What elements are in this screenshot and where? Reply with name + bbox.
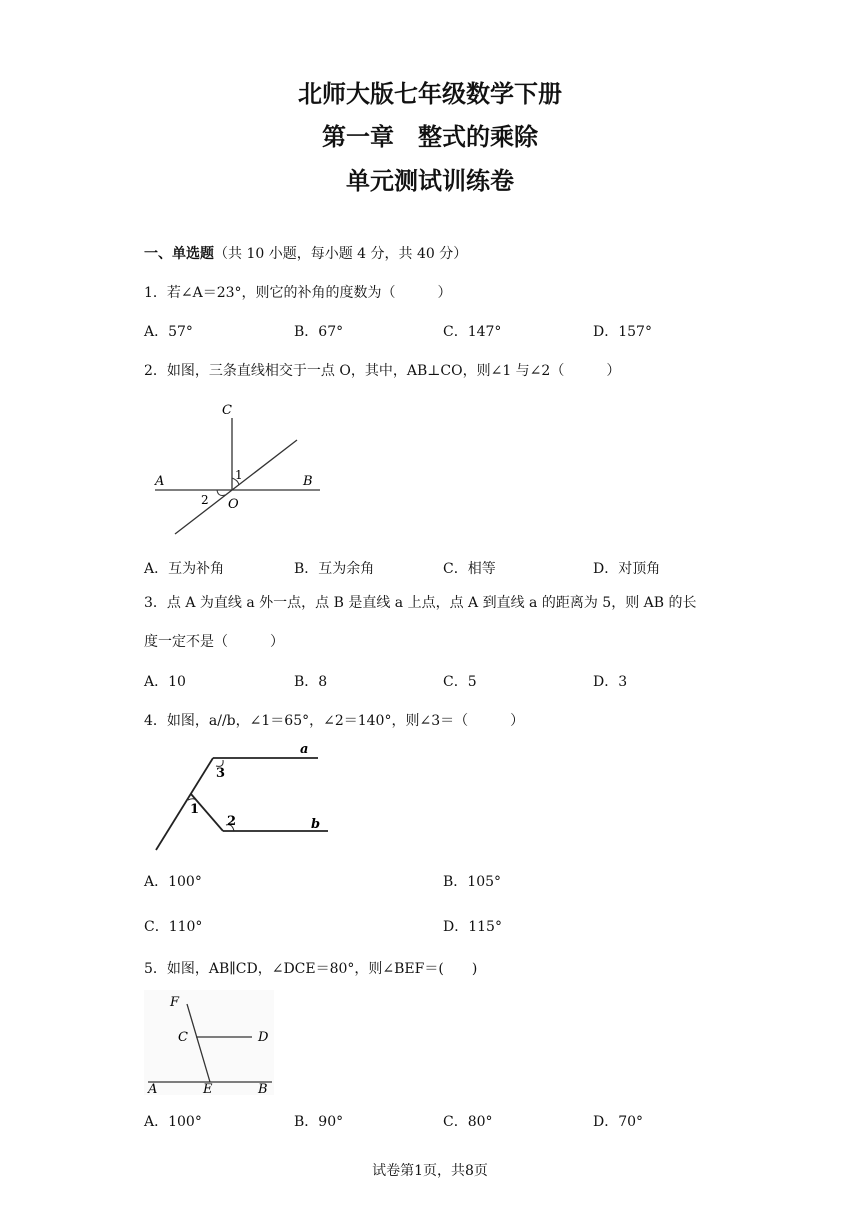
q1-option-c[interactable]: C．147° [443,324,502,340]
label-angle-1: 1 [235,468,243,482]
label-angle-2: 2 [227,814,237,829]
q3-option-c[interactable]: C．5 [443,674,477,690]
label-b: B [258,1082,268,1095]
q4-option-d[interactable]: D．115° [443,919,502,935]
q5-option-a[interactable]: A．100° [144,1114,202,1130]
q2-figure [145,398,330,543]
label-c: C [222,403,232,418]
question-2-stem: 2．如图，三条直线相交于一点 O，其中，AB⊥CO，则∠1 与∠2（ ） [144,363,621,379]
q3-option-b[interactable]: B．8 [294,674,328,690]
section-heading [144,243,467,263]
q2-option-d[interactable]: D．对顶角 [593,561,661,577]
q5-option-c[interactable]: C．80° [443,1114,493,1130]
angle-2-arc [217,490,225,495]
page-footer: 试卷第1页，共8页 [372,1163,488,1179]
oblique-line [175,440,297,534]
label-angle-2: 2 [201,493,209,507]
transversal-line [156,758,213,850]
q5-option-b[interactable]: B．90° [294,1114,344,1130]
q2-option-b[interactable]: B．互为余角 [294,561,375,577]
label-b: B [303,474,313,489]
q1-option-b[interactable]: B．67° [294,324,344,340]
label-a: a [300,742,309,757]
label-f: F [170,995,180,1010]
question-5-stem: 5．如图，AB∥CD，∠DCE＝80°，则∠BEF＝( ) [144,961,478,977]
question-1-stem: 1．若∠A＝23°，则它的补角的度数为（ ） [144,285,452,301]
section-title: 一、单选题 [144,246,214,262]
q4-option-a[interactable]: A．100° [144,874,202,890]
label-a: A [148,1082,158,1095]
q5-option-d[interactable]: D．70° [593,1114,644,1130]
question-4-stem: 4．如图，a//b，∠1＝65°，∠2＝140°，则∠3＝（ ） [144,713,525,729]
label-b: b [311,817,321,832]
q1-option-a[interactable]: A．57° [144,324,193,340]
q5-figure [144,990,274,1095]
label-d: D [258,1030,269,1045]
question-3-stem-line-2: 度一定不是（ ） [144,634,284,650]
section-description: （共 10 小题，每小题 4 分，共 40 分） [214,246,468,262]
q4-option-b[interactable]: B．105° [443,874,502,890]
question-3-stem-line-1: 3．点 A 为直线 a 外一点，点 B 是直线 a 上点，点 A 到直线 a 的距离为 5，则 AB 的长 [144,595,697,611]
q1-option-d[interactable]: D．157° [593,324,652,340]
title-line-2: 第一章 整式的乘除 [322,123,538,151]
label-e: E [203,1082,213,1095]
q2-option-c[interactable]: C．相等 [443,561,496,577]
title-line-1: 北师大版七年级数学下册 [298,80,562,108]
q3-option-a[interactable]: A．10 [144,674,186,690]
label-angle-3: 3 [216,766,226,781]
q4-figure [148,740,333,855]
label-c: C [178,1030,188,1045]
q4-option-c[interactable]: C．110° [144,919,203,935]
q2-option-a[interactable]: A．互为补角 [144,561,225,577]
title-line-3: 单元测试训练卷 [346,167,514,195]
label-angle-1: 1 [190,802,200,817]
label-o: O [228,497,239,512]
q3-option-d[interactable]: D．3 [593,674,628,690]
label-a: A [155,474,165,489]
